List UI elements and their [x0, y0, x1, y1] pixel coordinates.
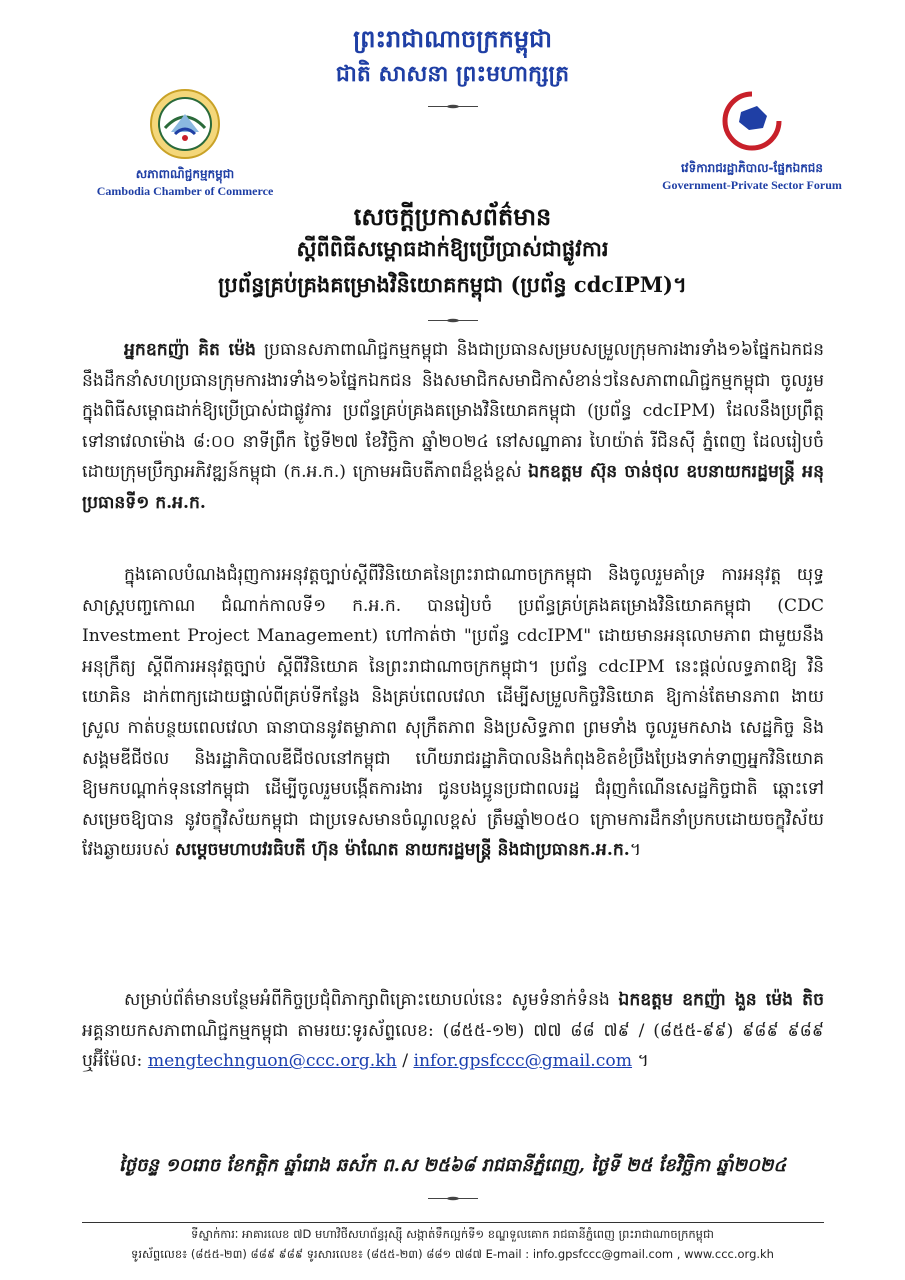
ccc-caption-en: Cambodia Chamber of Commerce — [96, 184, 274, 198]
paragraph-2-pm-name: សម្តេចមហាបវរធិបតី ហ៊ុន ម៉ាណែត នាយករដ្ឋមន្ត្រី និងជាប្រធានក.អ.ក. — [174, 840, 630, 861]
ccc-logo-block — [80, 88, 290, 199]
gpsf-emblem-icon — [719, 88, 785, 154]
paragraph-3-body: សម្រាប់ព័ត៌មានបន្ថែមអំពីកិច្ចប្រជុំពិភាក្សាពិគ្រោះយោបល់នេះ សូមទំនាក់ទំនង — [124, 990, 619, 1010]
footer-address: ទីស្នាក់ការៈ អាគារលេខ ៧D មហាវិថីសហព័ន្ធរុស្ស៊ី សង្កាត់ទឹកល្អក់ទី១ ខណ្ឌទួលគោក រាជធានីភ្នំពេញ ព្រះរាជាណាចក្រកម្ពុជា — [191, 1227, 714, 1241]
paragraph-1-lead-name: អ្នកឧកញ៉ា គិត ម៉េង — [124, 340, 256, 360]
kingdom-title: ព្រះរាជាណាចក្រកម្ពុជា — [353, 24, 552, 53]
email-separator: / — [396, 1051, 414, 1072]
gpsf-caption-en: Government-Private Sector Forum — [662, 178, 842, 192]
gpsf-logo-block — [632, 88, 872, 193]
paragraph-2-tail: ។ — [629, 840, 642, 861]
footer-rule — [82, 1222, 824, 1223]
gpsf-caption-kh: វេទិការាជរដ្ឋាភិបាល-ផ្នែកឯកជន — [680, 161, 824, 175]
ccc-emblem-icon — [149, 88, 221, 160]
ccc-caption-kh: សភាពាណិជ្ជកម្មកម្ពុជា — [135, 167, 235, 181]
paragraph-2-body: ក្នុងគោលបំណងជំរុញការអនុវត្តច្បាប់ស្តីពីវិនិយោគនៃព្រះរាជាណាចក្រកម្ពុជា និងចូលរួមគាំទ្រ ការអនុវត្ត យុទ្ធសាស្ត្របញ្ចកោណ ជំណាក់កាលទី១ ក.អ.ក. បានរៀបចំ ប្រព័ន្ធគ្រប់គ្រងគម្រោងវិនិយោគកម្ពុជា (CDC Investment Project Management) ហៅកាត់ថា "ប្រព័ន្ធ cdcIPM" ដោយមានអនុលោមភាព ជាមួយនឹង អនុក្រឹត្យ ស្តីពីការអនុវត្តច្បាប់ ស្តីពីវិនិយោគ នៃព្រះរាជាណាចក្រកម្ពុជា។ ប្រព័ន្ធ cdcIPM នេះផ្តល់លទ្ធភាពឱ្យ វិនិយោគិន ដាក់ពាក្យដោយផ្ទាល់ពីគ្រប់ទីកន្លែង និងគ្រប់ពេលវេលា ដើម្បីសម្រួលកិច្ចវិនិយោគ ឱ្យកាន់តែមានភាព ងាយស្រួល កាត់បន្ថយពេលវេលា ធានាបាននូវតម្លាភាព សុក្រឹតភាព និងប្រសិទ្ធភាព ព្រមទាំង ចូលរួមកសាង សេដ្ឋកិច្ច និងសង្គមឌីជីថល និងរដ្ឋាភិបាលឌីជីថលនៅកម្ពុជា ហើយរាជរដ្ឋាភិបាលនិងកំពុងខិតខំប្រឹងប្រែងទាក់ទាញអ្នកវិនិយោគ ឱ្យមកបណ្តាក់ទុននៅកម្ពុជា ដើម្បីចូលរួមបង្កើតការងារ ជូនបងប្អូនប្រជាពលរដ្ឋ ជំរុញកំណើនសេដ្ឋកិច្ចជាតិ ឆ្ពោះទៅសម្រេចឱ្យបាន នូវចក្ខុវិស័យកម្ពុជា ជាប្រទេសមានចំណូលខ្ពស់ ត្រឹមឆ្នាំ២០៥០ ក្រោមការដឹកនាំប្រកបដោយចក្ខុវិស័យ វែងឆ្ងាយរបស់ — [82, 565, 824, 861]
title-ornament-divider — [428, 318, 478, 323]
press-release-subtitle-2: ប្រព័ន្ធគ្រប់គ្រងគម្រោងវិនិយោគកម្ពុជា (ប្រព័ន្ធ cdcIPM)។ — [218, 272, 687, 297]
paragraph-1-presiding-name: ឯកឧត្តម ស៊ុន ចាន់ថុល ឧបនាយករដ្ឋមន្ត្រី អនុប្រធានទី១ ក.អ.ក. — [82, 462, 824, 513]
footer-ornament-divider — [428, 1196, 478, 1201]
contact-email-link[interactable]: mengtechnguon@ccc.org.kh — [147, 1051, 397, 1072]
paragraph-3 — [82, 985, 824, 1077]
paragraph-1-body: ប្រធានសភាពាណិជ្ជកម្មកម្ពុជា និងជាប្រធានសម្របសម្រួលក្រុមការងារទាំង១៦ផ្នែកឯកជន នឹងដឹកនាំសហប្រធានក្រុមការងារទាំង១៦ផ្នែកឯកជន និងសមាជិកសមាជិកាសំខាន់ៗនៃសភាពាណិជ្ជកម្មកម្ពុជា ចូលរួមក្នុងពិធីសម្ពោធដាក់ឱ្យប្រើប្រាស់ជាផ្លូវការ ប្រព័ន្ធគ្រប់គ្រងគម្រោងវិនិយោគកម្ពុជា (ប្រព័ន្ធ cdcIPM) ដែលនឹងប្រព្រឹត្តទៅនាវេលាម៉ោង ៨:០០ នាទីព្រឹក ថ្ងៃទី២៧ ខែវិច្ឆិកា ឆ្នាំ២០២៤ នៅសណ្ឋាគារ ហៃយ៉ាត់ រីជិនស៊ី ភ្នំពេញ ដែលរៀបចំដោយក្រុមប្រឹក្សាអភិវឌ្ឍន៍កម្ពុជា (ក.អ.ក.) ក្រោមអធិបតីភាពដ៏ខ្ពង់ខ្ពស់ — [82, 340, 824, 483]
paragraph-3-contact-name: ឯកឧត្តម ឧកញ៉ា ងួន ម៉េង តិច — [618, 990, 824, 1010]
paragraph-3-contact-details: អគ្គនាយកសភាពាណិជ្ជកម្មកម្ពុជា តាមរយៈទូរស័ព្ទលេខ: (៨៥៥-១២) ៧៧ ៨៨ ៧៩ / (៨៥៥-៩៩) ៩៨៩ ៩៨៩ ឬអ៊ីម៉ែល: — [82, 1020, 824, 1072]
forum-email-link[interactable]: infor.gpsfccc@gmail.com — [413, 1051, 633, 1072]
press-release-subtitle: ស្តីពីពិធីសម្ពោធដាក់ឱ្យប្រើប្រាស់ជាផ្លូវការ — [296, 236, 609, 261]
press-release-title: សេចក្តីប្រកាសព័ត៌មាន — [353, 202, 552, 231]
paragraph-2 — [82, 560, 824, 866]
national-motto: ជាតិ សាសនា ព្រះមហាក្សត្រ — [335, 61, 570, 87]
date-line: ថ្ងៃចន្ទ ១០រោច ខែកត្តិក ឆ្នាំរោង ឆស័ក ព.ស ២៥៦៨ រាជធានីភ្នំពេញ, ថ្ងៃទី ២៥ ខែវិច្ឆិកា ឆ្នាំ២០២៤ — [118, 1155, 787, 1176]
paragraph-3-tail: ។ — [632, 1051, 649, 1072]
footer-contacts: ទូរស័ព្ទលេខ៖ (៨៥៥-២៣) ៨៨៩ ៩៨៩ ទូរសារលេខ៖ (៨៥៥-២៣) ៨៨១ ៧៨៧ E-mail : info.gpsfccc@gmail.com , www.ccc.org.kh — [131, 1247, 774, 1261]
paragraph-1 — [82, 335, 824, 519]
header-ornament-divider — [428, 104, 478, 109]
